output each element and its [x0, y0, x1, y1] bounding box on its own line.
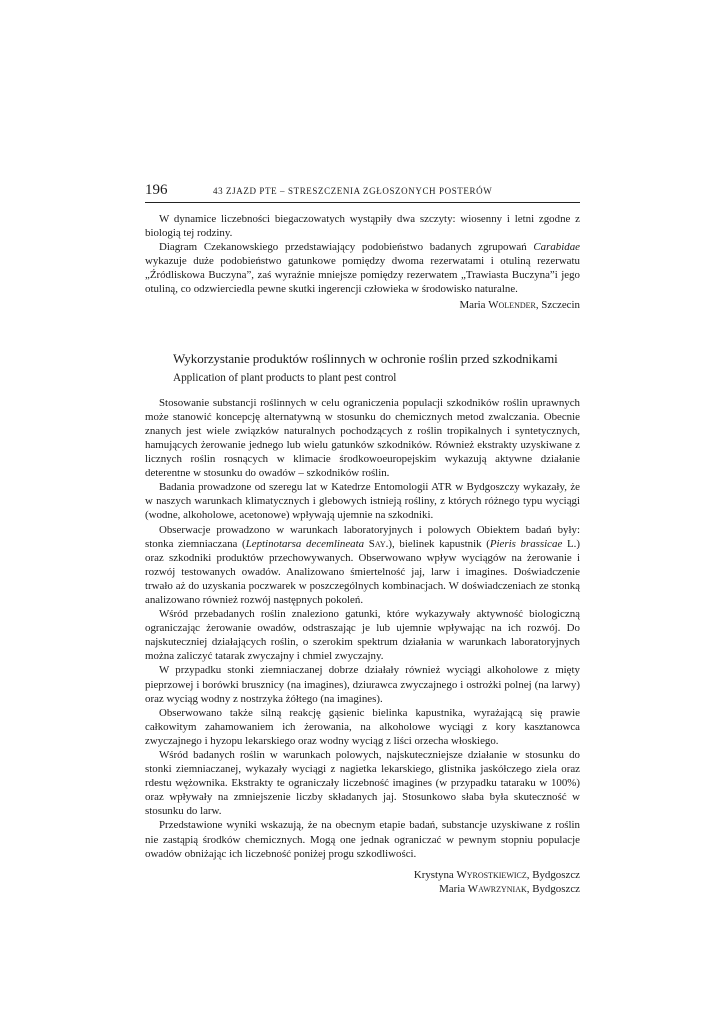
- taxon-author: Say: [364, 537, 386, 550]
- author-city: , Szczecin: [535, 298, 580, 311]
- previous-abstract-signature: [145, 298, 580, 312]
- author-first-name: Krystyna: [413, 868, 457, 881]
- author-surname: Wyrostkiewicz: [456, 868, 527, 881]
- author-surname: Wolender: [488, 298, 536, 311]
- text-span: wykazuje duże podobieństwo gatunkowe pomiędzy dwoma rezerwatami i otuliną rezerwatu „Źródliskowa Buczyna”, zaś wyraźnie mniejsze pomiędzy rezerwatem „Trawiasta Buczyna”i jego otuliną, co odzwierciedla pewne skutki ingerencji człowieka w środowisko naturalne.: [145, 255, 580, 296]
- abstract-authors: [145, 868, 580, 897]
- abstract-subtitle: Application of plant products to plant pest control: [173, 371, 397, 384]
- text-span: L.) oraz szkodniki produktów przechowywanych. Obserwowano wpływ wyciągów na żerowanie i rozwój testowanych owadów. Analizowano śmiertelność jaj, larw i imagines. Doświadczenie trwało aż do uzyskania poczwarek w poszczególnych kombinacjach. W doświadczeniach ze stonką analizowano również rozwój następnych pokoleń.: [145, 537, 580, 606]
- taxon-name: Leptinotarsa decemlineata: [245, 537, 365, 550]
- author-city: , Bydgoszcz: [526, 883, 580, 896]
- author-line: [145, 882, 580, 897]
- page-number: 196: [145, 182, 168, 198]
- abstract-paragraph-8: Przedstawione wyniki wskazują, że na obecnym etapie badań, substancje uzyskiwane z roślin nie zastąpią środków chemicznych. Mogą one jednak ograniczać w pewnym stopniu populacje owadów obniżając ich liczebność poniżej progu szkodliwości.: [145, 819, 580, 860]
- text-span: Obserwacje prowadzono w warunkach laboratoryjnych i polowych Obiektem badań były: stonka ziemniaczana (: [145, 523, 580, 550]
- abstract-paragraph-6: Obserwowano także silną reakcję gąsienic bielinka kapustnika, wyrażającą się prawie całkowitym zahamowaniem ich żerowania, na alkoholowe wyciągi z kory kasztanowca zwyczajnego i hyzopu lekarskiego oraz wodny wyciąg z liści orzecha włoskiego.: [145, 706, 580, 747]
- previous-abstract-paragraph-1: W dynamice liczebności biegaczowatych wystąpiły dwa szczyty: wiosenny i letni zgodne z biologią tej rodziny.: [145, 213, 580, 240]
- abstract-title: Wykorzystanie produktów roślinnych w ochronie roślin przed szkodnikami: [173, 350, 558, 366]
- page-header: [145, 180, 580, 203]
- previous-abstract-paragraph-2: [145, 240, 580, 296]
- taxon-name: Carabidae: [533, 241, 580, 254]
- abstract-paragraph-3: [145, 523, 580, 608]
- abstract-paragraph-4: Wśród przebadanych roślin znaleziono gatunki, które wykazywały aktywność biologiczną ograniczając żerowanie owadów, odstraszając je lub ujemnie wpływając na ich rozwój. Do najskuteczniej działających roślin, o szerokim spektrum działania w warunkach laboratoryjnych można zaliczyć tatarak zwyczajny i chmiel zwyczajny.: [145, 608, 580, 663]
- running-head: 43 ZJAZD PTE – STRESZCZENIA ZGŁOSZONYCH POSTERÓW: [213, 186, 493, 196]
- author-first-name: Maria: [439, 883, 468, 896]
- author-first-name: Maria: [459, 298, 489, 311]
- author-line: [145, 868, 580, 883]
- text-span: .), bielinek kapustnik (: [385, 537, 490, 550]
- page-content: [145, 212, 580, 897]
- taxon-name: Pieris brassicae: [489, 537, 563, 550]
- abstract-paragraph-1: Stosowanie substancji roślinnych w celu ograniczenia populacji szkodników roślin uprawnych może stanowić koncepcję alternatywną w stosunku do chemicznych metod zwalczania. Obecnie znanych jest wiele związków naturalnych pochodzących z roślin tropikalnych i syntetycznych, hamujących żerowanie jednego lub wielu gatunków szkodników. Również ekstrakty uzyskiwane z licznych roślin rosnących w klimacie środkowoeuropejskim wykazują aktywne działanie deterentne w stosunku do owadów – szkodników roślin.: [145, 396, 580, 480]
- abstract-paragraph-7: Wśród badanych roślin w warunkach polowych, najskuteczniejsze działanie w stosunku do stonki ziemniaczanej, wykazały wyciągi z nagietka lekarskiego, glistnika jaskółczego ziela oraz rdestu wężownika. Ekstrakty te ograniczały liczebność imagines (w przypadku tataraku w 100%) oraz wpływały na zmniejszenie liczby składanych jaj. Stosunkowo słaba była skuteczność w stosunku do larw.: [145, 749, 580, 818]
- abstract-paragraph-5: W przypadku stonki ziemniaczanej dobrze działały również wyciągi alkoholowe z mięty pieprzowej i borówki brusznicy (na imagines), dziurawca zwyczajnego i ostrożki polnej (na larwy) oraz wyciąg wodny z nostrzyka żółtego (na imagines).: [145, 664, 580, 705]
- text-span: Diagram Czekanowskiego przedstawiający podobieństwo badanych zgrupowań: [159, 241, 534, 254]
- abstract-paragraph-2: Badania prowadzone od szeregu lat w Katedrze Entomologii ATR w Bydgoszczy wykazały, że w naszych warunkach klimatycznych i glebowych istnieją rośliny, z których różnego typu wyciągi (wodne, alkoholowe, acetonowe) wpływają ujemnie na szkodniki.: [145, 481, 580, 522]
- author-city: , Bydgoszcz: [526, 868, 580, 881]
- author-surname: Wawrzyniak: [467, 883, 527, 896]
